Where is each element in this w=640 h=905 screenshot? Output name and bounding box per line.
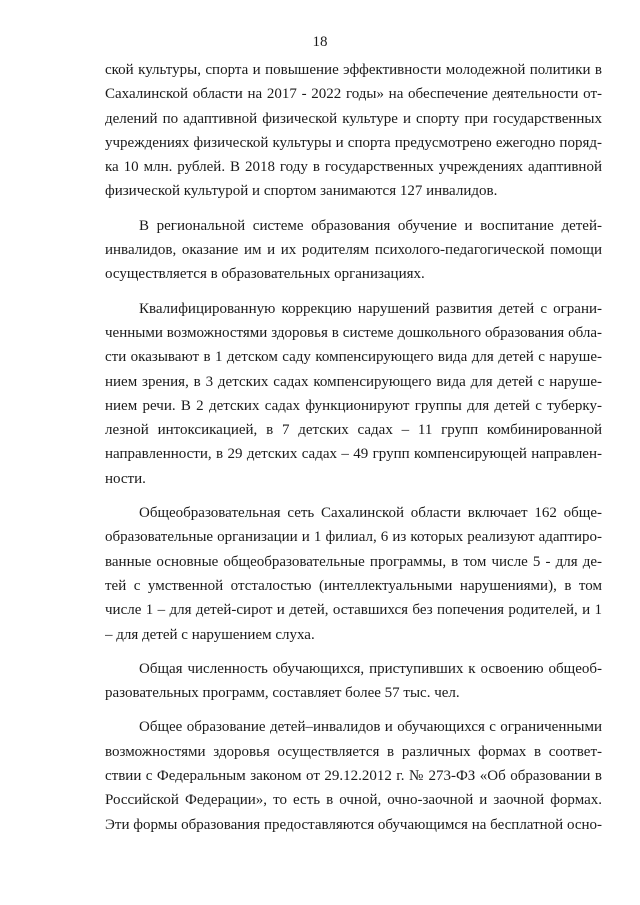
- text-line: Российской Федерации», то есть в очной, очно-заочной и заочной формах.: [105, 792, 602, 809]
- text-line: направленности, в 29 детских садах – 49 групп компенсирующей направлен-: [105, 446, 602, 463]
- text-line: – для детей с нарушением слуха.: [105, 626, 315, 643]
- paragraph: [105, 297, 602, 491]
- text-line: ской культуры, спорта и повышение эффективности молодежной политики в: [105, 62, 602, 78]
- text-line: Квалифицированную коррекцию нарушений развития детей с ограни-: [139, 300, 602, 317]
- text-line: ности.: [105, 470, 146, 487]
- paragraph: [105, 715, 602, 836]
- text-line: Сахалинской области на 2017 - 2022 годы» на обеспечение деятельности от-: [105, 86, 602, 103]
- text-line: Эти формы образования предоставляются обучающимся на бесплатной осно-: [105, 816, 602, 833]
- text-line: ченными возможностями здоровья в системе дошкольного образования обла-: [105, 324, 602, 341]
- text-line: лезной интоксикацией, в 7 детских садах – 11 групп комбинированной: [105, 422, 602, 439]
- text-line: образовательные организации и 1 филиал, 6 из которых реализуют адаптиро-: [105, 529, 602, 546]
- text-line: ка 10 млн. рублей. В 2018 году в государственных учреждениях адаптивной: [105, 159, 602, 176]
- paragraph: [105, 58, 602, 204]
- text-line: разовательных программ, составляет более 57 тыс. чел.: [105, 685, 460, 702]
- document-body: [105, 58, 602, 847]
- text-line: делений по адаптивной физической культуре и спорту при государственных: [105, 110, 602, 127]
- text-line: возможностями здоровья осуществляется в различных формах в соответ-: [105, 743, 602, 760]
- paragraph: [105, 501, 602, 647]
- text-line: Общее образование детей–инвалидов и обучающихся с ограниченными: [139, 719, 602, 736]
- text-line: учреждениях физической культуры и спорта предусмотрено ежегодно поряд-: [105, 134, 602, 151]
- text-line: физической культурой и спортом занимаются 127 инвалидов.: [105, 183, 498, 200]
- text-line: тей с умственной отсталостью (интеллектуальными нарушениями), в том: [105, 577, 602, 594]
- text-line: ванные основные общеобразовательные программы, в том числе 5 - для де-: [105, 553, 602, 570]
- paragraph: [105, 214, 602, 287]
- text-line: нием речи. В 2 детских садах функционируют группы для детей с туберку-: [105, 397, 602, 414]
- text-line: Общая численность обучающихся, приступивших к освоению общеоб-: [139, 660, 602, 677]
- text-line: нием зрения, в 3 детских садах компенсирующего вида для детей с наруше-: [105, 373, 602, 390]
- text-line: числе 1 – для детей-сирот и детей, оставшихся без попечения родителей, и 1: [105, 602, 602, 619]
- text-line: сти оказывают в 1 детском саду компенсирующего вида для детей с наруше-: [105, 349, 602, 366]
- text-line: В региональной системе образования обучение и воспитание детей-: [139, 217, 602, 234]
- text-line: осуществляется в образовательных организациях.: [105, 266, 425, 283]
- page-number: 18: [312, 34, 328, 50]
- text-line: ствии с Федеральным законом от 29.12.2012 г. № 273-ФЗ «Об образовании в: [105, 768, 602, 785]
- paragraph: [105, 657, 602, 706]
- text-line: Общеобразовательная сеть Сахалинской области включает 162 обще-: [139, 505, 602, 522]
- text-line: инвалидов, оказание им и их родителям психолого-педагогической помощи: [105, 242, 602, 259]
